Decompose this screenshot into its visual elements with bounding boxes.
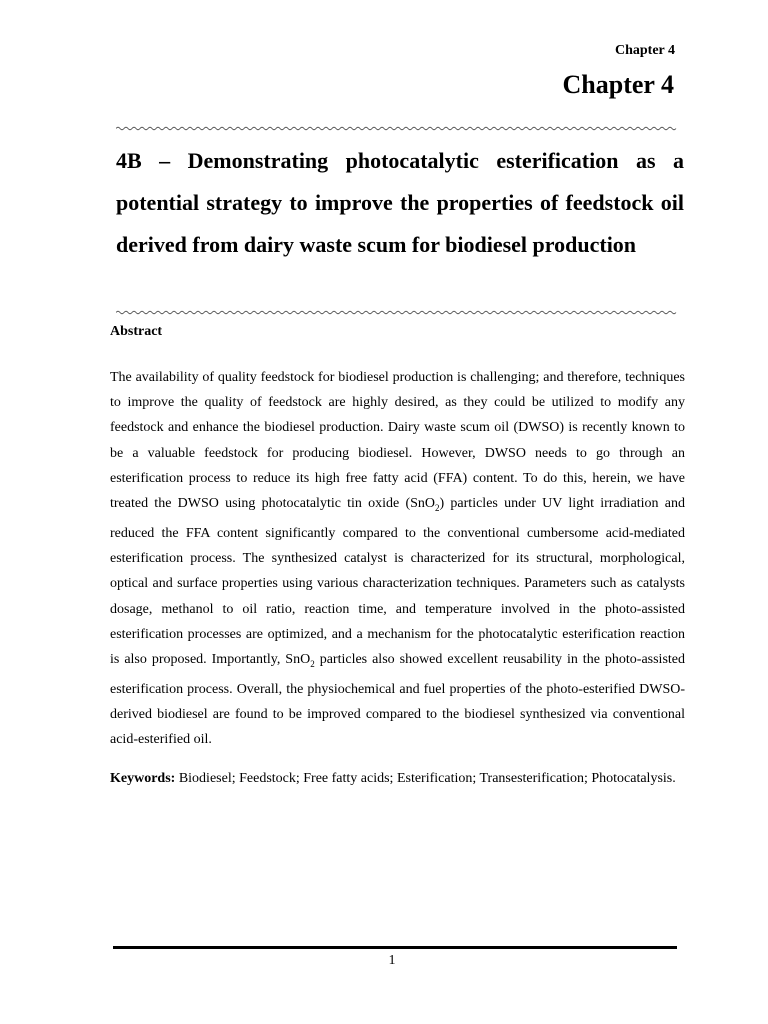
decorative-rule-top bbox=[116, 126, 678, 131]
chapter-heading: Chapter 4 bbox=[562, 70, 674, 99]
keywords-label: Keywords: bbox=[110, 771, 176, 786]
subscript-2: 2 bbox=[435, 502, 440, 513]
section-title: 4B – Demonstrating photocatalytic esterification as a potential strategy to improve the properties of feedstock oil derived from dairy waste scum for biodiesel production bbox=[116, 148, 684, 257]
keywords-text: Biodiesel; Feedstock; Free fatty acids; Esterification; Transesterification; Photocatalysis. bbox=[175, 771, 676, 786]
footer-rule bbox=[113, 946, 677, 949]
subscript-2: 2 bbox=[310, 658, 315, 669]
abstract-heading: Abstract bbox=[110, 324, 163, 339]
keywords-paragraph bbox=[110, 766, 685, 791]
abstract-body bbox=[110, 365, 685, 753]
page-number: 1 bbox=[388, 953, 396, 968]
abstract-text-part-3: particles also showed excellent reusability in the photo-assisted esterification process. Overall, the physiochemical and fuel properties of the photo-esterified DWSO-derived biodiesel are found to be improved compared to the biodiesel synthesized via conventional acid-esterified oil. bbox=[110, 652, 685, 748]
decorative-rule-bottom bbox=[116, 310, 678, 315]
abstract-text-part-2: ) particles under UV light irradiation and reduced the FFA content significantly compared to the conventional cumbersome acid-mediated esterification process. The synthesized catalyst is characterized for its structural, morphological, optical and surface properties using various characterization techniques. Parameters such as catalysts dosage, methanol to oil ratio, reaction time, and temperature involved in the photo-assisted esterification processes are optimized, and a mechanism for the photocatalytic esterification reaction is also proposed. Importantly, SnO bbox=[110, 496, 685, 668]
abstract-text-part-1: The availability of quality feedstock for biodiesel production is challenging; and therefore, techniques to improve the quality of feedstock are highly desired, as they could be utilized to modify any feedstock and enhance the biodiesel production. Dairy waste scum oil (DWSO) is recently known to be a valuable feedstock for producing biodiesel. However, DWSO needs to go through an esterification process to reduce its high free fatty acid (FFA) content. To do this, herein, we have treated the DWSO using photocatalytic tin oxide (SnO bbox=[110, 370, 685, 512]
running-header: Chapter 4 bbox=[614, 43, 675, 58]
